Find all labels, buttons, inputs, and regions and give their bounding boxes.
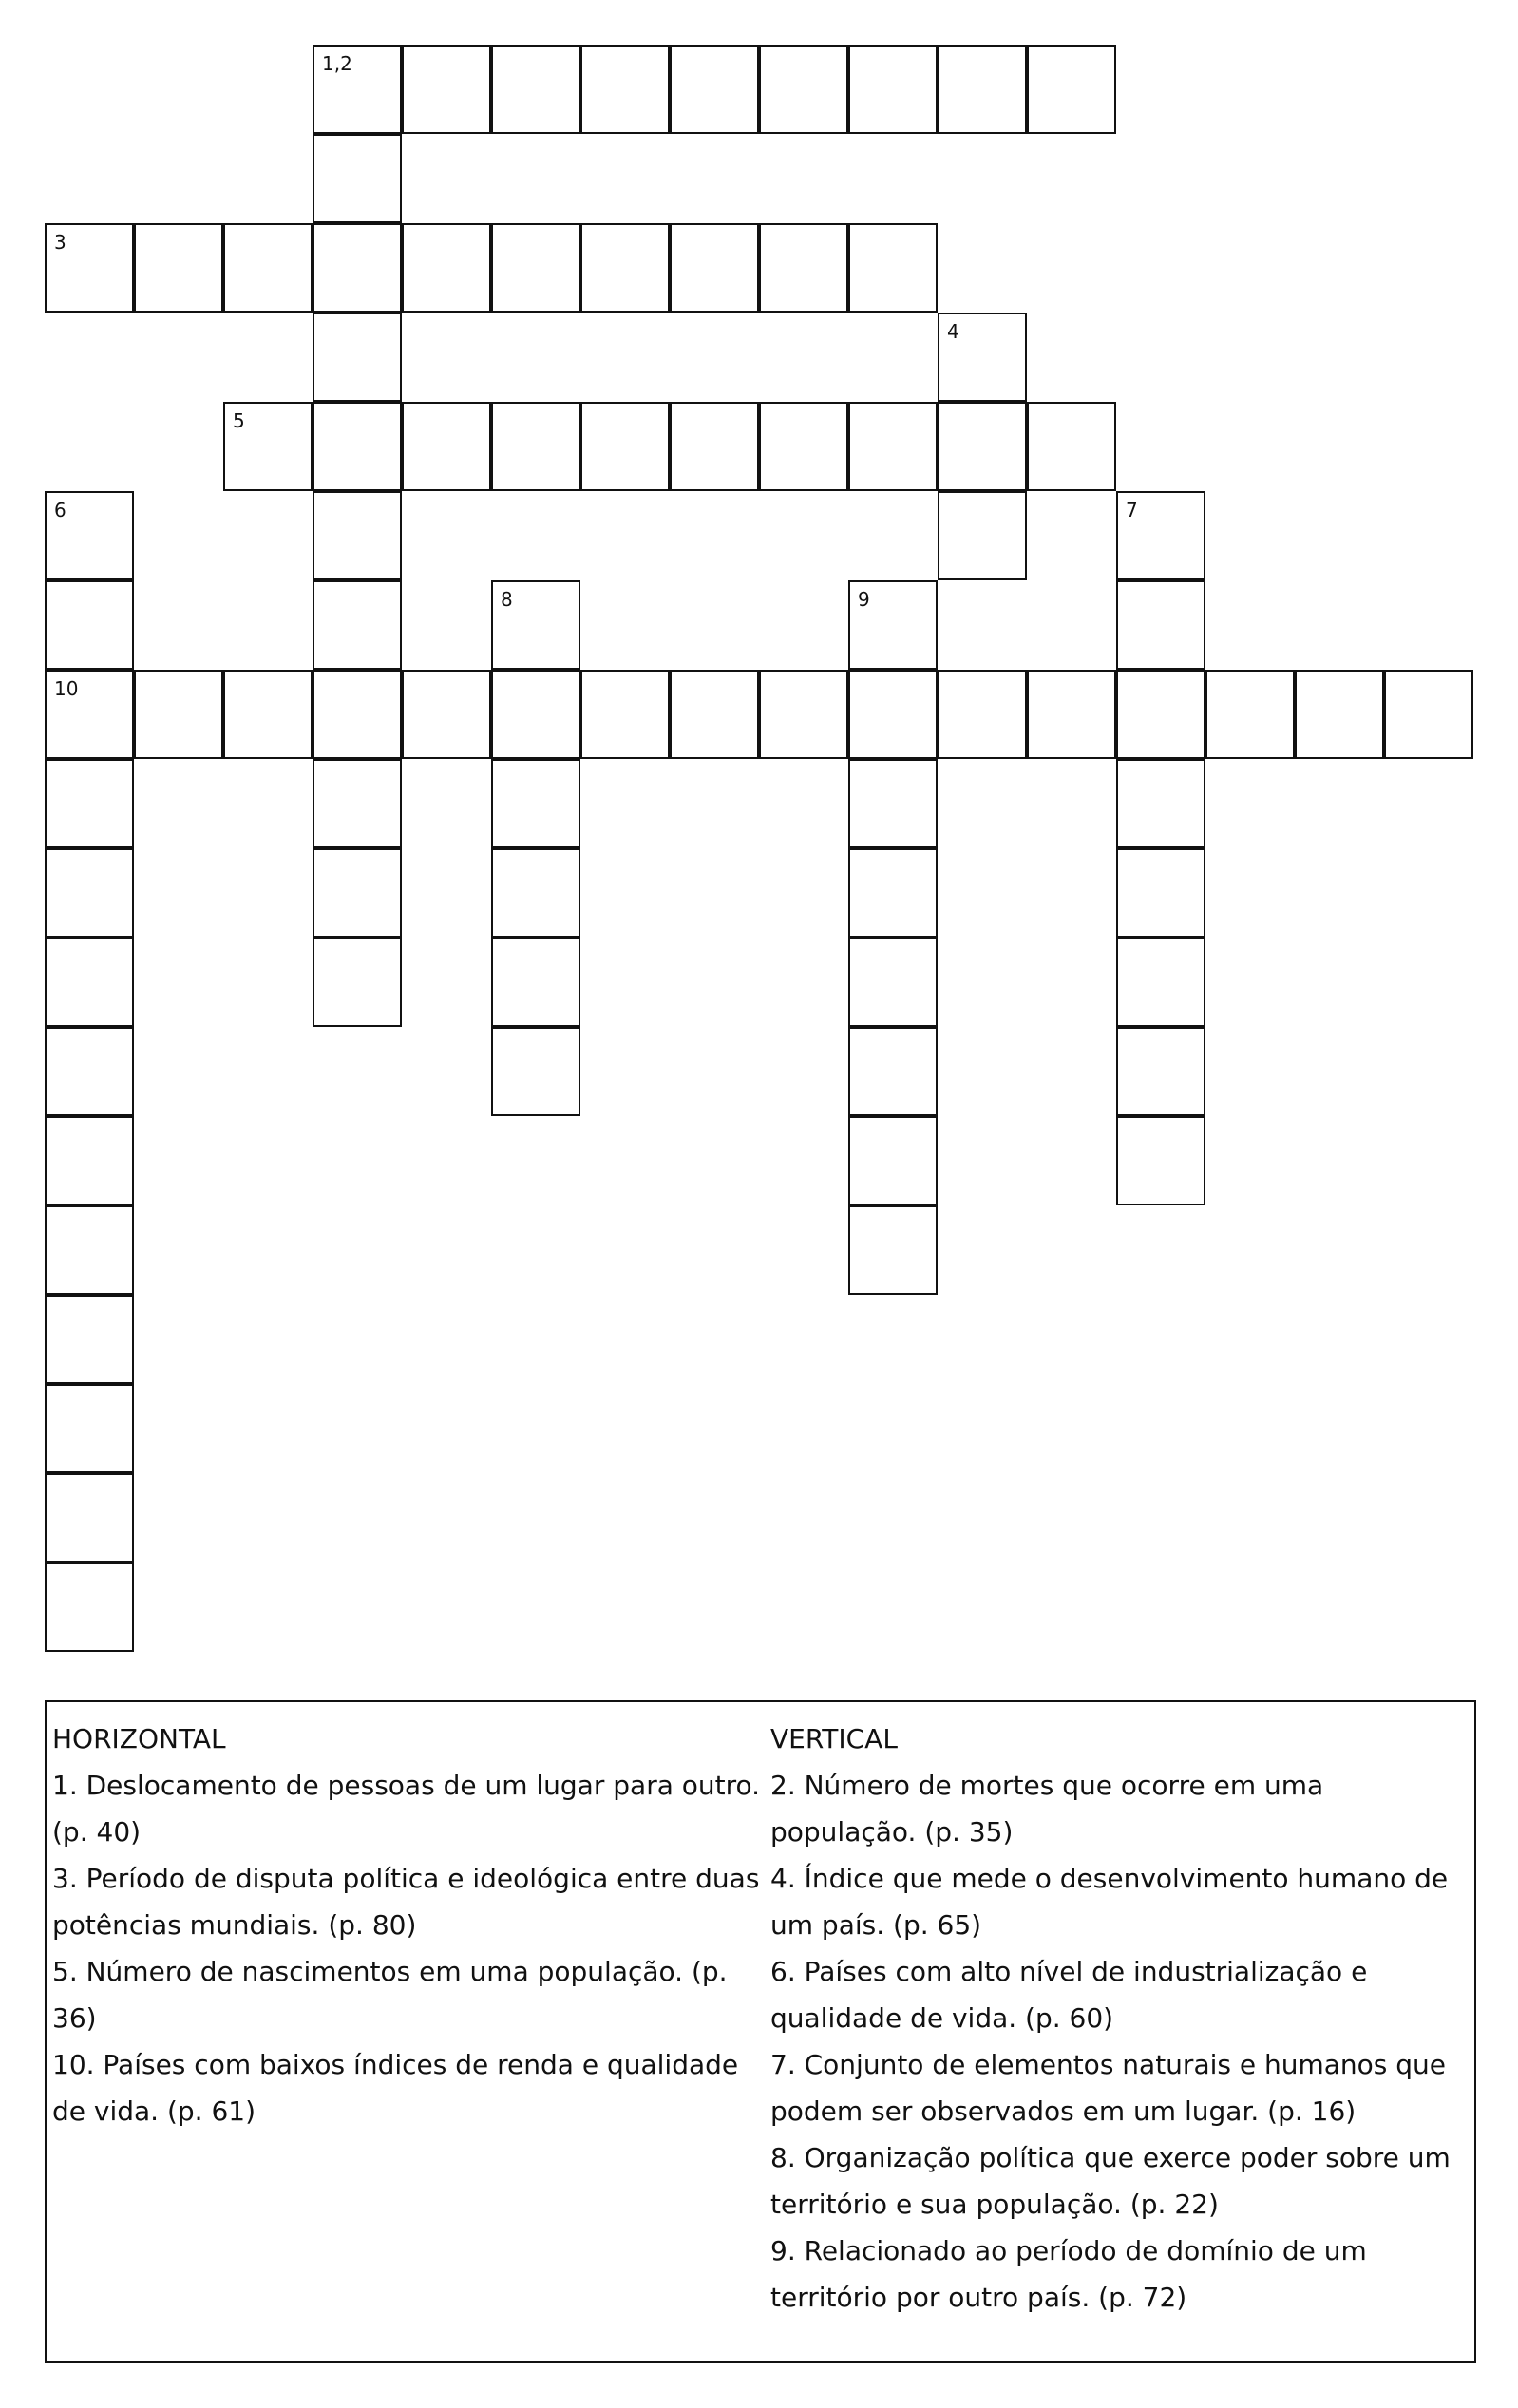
grid-cell[interactable] — [848, 1116, 938, 1205]
grid-cell[interactable] — [670, 402, 759, 491]
grid-cell[interactable] — [580, 670, 670, 759]
grid-cell[interactable] — [580, 402, 670, 491]
grid-cell[interactable] — [670, 223, 759, 313]
clue-8: 8. Organização política que exerce poder sobre um território e sua população. (p. 22) — [770, 2142, 1451, 2220]
grid-cell[interactable] — [402, 402, 491, 491]
grid-cell[interactable] — [313, 848, 402, 938]
grid-cell[interactable] — [491, 759, 580, 848]
grid-cell[interactable] — [402, 670, 491, 759]
grid-cell[interactable] — [223, 670, 313, 759]
grid-cell[interactable] — [1116, 759, 1205, 848]
grid-cell[interactable] — [45, 759, 134, 848]
grid-cell[interactable] — [45, 670, 134, 759]
grid-cell[interactable] — [313, 580, 402, 670]
clue-number: 1,2 — [322, 52, 352, 75]
grid-cell[interactable] — [45, 1205, 134, 1295]
horizontal-clues — [52, 1716, 765, 2134]
vertical-clues — [770, 1716, 1469, 2321]
grid-cell[interactable] — [491, 45, 580, 134]
grid-cell[interactable] — [223, 402, 313, 491]
grid-cell[interactable] — [759, 670, 848, 759]
clue-9: 9. Relacionado ao período de domínio de um território por outro país. (p. 72) — [770, 2235, 1367, 2313]
grid-cell[interactable] — [1116, 938, 1205, 1027]
grid-cell[interactable] — [938, 45, 1027, 134]
grid-cell[interactable] — [402, 45, 491, 134]
grid-cell[interactable] — [313, 670, 402, 759]
grid-cell[interactable] — [491, 1027, 580, 1116]
grid-cell[interactable] — [670, 670, 759, 759]
clue-number: 8 — [501, 588, 513, 611]
grid-cell[interactable] — [848, 1205, 938, 1295]
grid-cell[interactable] — [848, 848, 938, 938]
grid-cell[interactable] — [402, 223, 491, 313]
clue-4: 4. Índice que mede o desenvolvimento humano de um país. (p. 65) — [770, 1863, 1449, 1941]
grid-cell[interactable] — [1295, 670, 1384, 759]
grid-cell[interactable] — [313, 759, 402, 848]
clue-number: 9 — [858, 588, 870, 611]
grid-cell[interactable] — [1116, 848, 1205, 938]
grid-cell[interactable] — [45, 1116, 134, 1205]
grid-cell[interactable] — [938, 670, 1027, 759]
grid-cell[interactable] — [45, 491, 134, 580]
grid-cell[interactable] — [134, 223, 223, 313]
grid-cell[interactable] — [1027, 402, 1116, 491]
vertical-heading: VERTICAL — [770, 1723, 898, 1754]
clue-2: 2. Número de mortes que ocorre em uma população. (p. 35) — [770, 1770, 1324, 1848]
grid-cell[interactable] — [848, 759, 938, 848]
grid-cell[interactable] — [1116, 1027, 1205, 1116]
clue-number: 7 — [1126, 499, 1138, 521]
grid-cell[interactable] — [45, 848, 134, 938]
grid-cell[interactable] — [1384, 670, 1473, 759]
grid-cell[interactable] — [848, 938, 938, 1027]
grid-cell[interactable] — [580, 45, 670, 134]
grid-cell[interactable] — [1205, 670, 1295, 759]
grid-cell[interactable] — [45, 1473, 134, 1563]
grid-cell[interactable] — [759, 45, 848, 134]
clues-box — [45, 1700, 1476, 2363]
grid-cell[interactable] — [491, 670, 580, 759]
grid-cell[interactable] — [45, 1384, 134, 1473]
grid-cell[interactable] — [45, 1563, 134, 1652]
grid-cell[interactable] — [1116, 1116, 1205, 1205]
grid-cell[interactable] — [313, 313, 402, 402]
clue-number: 4 — [947, 320, 959, 343]
clue-number: 6 — [54, 499, 66, 521]
grid-cell[interactable] — [313, 134, 402, 223]
grid-cell[interactable] — [491, 580, 580, 670]
grid-cell[interactable] — [848, 402, 938, 491]
clue-10: 10. Países com baixos índices de renda e qualidade de vida. (p. 61) — [52, 2049, 739, 2127]
grid-cell[interactable] — [491, 402, 580, 491]
grid-cell[interactable] — [313, 45, 402, 134]
grid-cell[interactable] — [759, 223, 848, 313]
grid-cell[interactable] — [848, 670, 938, 759]
grid-cell[interactable] — [491, 938, 580, 1027]
grid-cell[interactable] — [938, 402, 1027, 491]
grid-cell[interactable] — [938, 491, 1027, 580]
grid-cell[interactable] — [848, 1027, 938, 1116]
grid-cell[interactable] — [1116, 670, 1205, 759]
clue-6: 6. Países com alto nível de industrialização e qualidade de vida. (p. 60) — [770, 1956, 1368, 2034]
grid-cell[interactable] — [938, 313, 1027, 402]
grid-cell[interactable] — [313, 491, 402, 580]
grid-cell[interactable] — [1116, 491, 1205, 580]
grid-cell[interactable] — [313, 223, 402, 313]
grid-cell[interactable] — [45, 1295, 134, 1384]
horizontal-heading: HORIZONTAL — [52, 1723, 226, 1754]
grid-cell[interactable] — [848, 45, 938, 134]
grid-cell[interactable] — [45, 938, 134, 1027]
clue-5: 5. Número de nascimentos em uma população. (p. 36) — [52, 1956, 728, 2034]
grid-cell[interactable] — [1027, 670, 1116, 759]
grid-cell[interactable] — [45, 1027, 134, 1116]
clue-1: 1. Deslocamento de pessoas de um lugar para outro. (p. 40) — [52, 1770, 761, 1848]
clue-number: 5 — [233, 409, 245, 432]
clue-number: 3 — [54, 231, 66, 254]
grid-cell[interactable] — [670, 45, 759, 134]
grid-cell[interactable] — [134, 670, 223, 759]
grid-cell[interactable] — [491, 848, 580, 938]
grid-cell[interactable] — [580, 223, 670, 313]
grid-cell[interactable] — [1116, 580, 1205, 670]
grid-cell[interactable] — [313, 938, 402, 1027]
grid-cell[interactable] — [45, 223, 134, 313]
grid-cell[interactable] — [313, 402, 402, 491]
grid-cell[interactable] — [45, 580, 134, 670]
clue-3: 3. Período de disputa política e ideológica entre duas potências mundiais. (p. 80) — [52, 1863, 760, 1941]
clue-7: 7. Conjunto de elementos naturais e humanos que podem ser observados em um lugar. (p. 16) — [770, 2049, 1447, 2127]
grid-cell[interactable] — [848, 223, 938, 313]
clue-number: 10 — [54, 677, 79, 700]
grid-cell[interactable] — [491, 223, 580, 313]
grid-cell[interactable] — [848, 580, 938, 670]
grid-cell[interactable] — [1027, 45, 1116, 134]
grid-cell[interactable] — [223, 223, 313, 313]
grid-cell[interactable] — [759, 402, 848, 491]
